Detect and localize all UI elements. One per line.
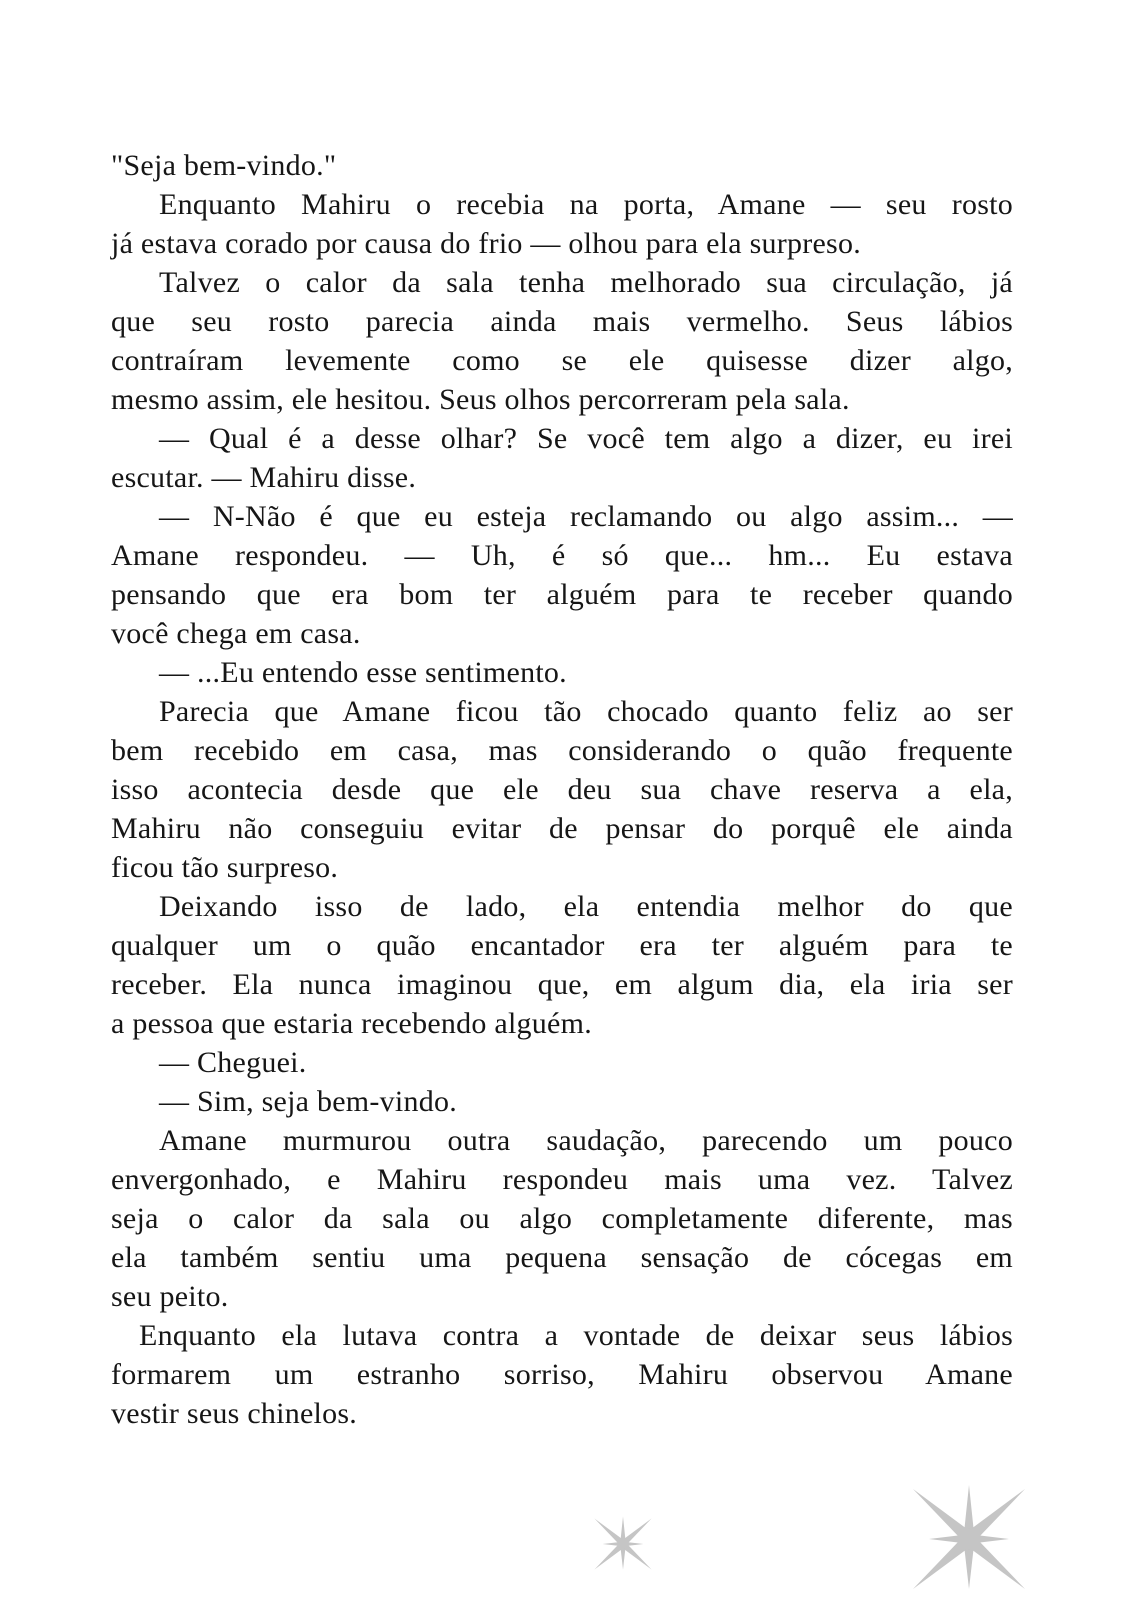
text-line: receber. Ela nunca imaginou que, em algum dia, ela iria ser bbox=[111, 968, 1013, 1001]
text-line: Parecia que Amane ficou tão chocado quanto feliz ao ser bbox=[159, 695, 1013, 728]
text-line: pensando que era bom ter alguém para te receber quando bbox=[111, 578, 1013, 611]
text-line: já estava corado por causa do frio — olhou para ela surpreso. bbox=[111, 227, 861, 260]
text-line: que seu rosto parecia ainda mais vermelho. Seus lábios bbox=[111, 305, 1013, 338]
text-line: Amane respondeu. — Uh, é só que... hm... Eu estava bbox=[111, 539, 1013, 572]
text-line: ela também sentiu uma pequena sensação de cócegas em bbox=[111, 1241, 1013, 1274]
text-line: formarem um estranho sorriso, Mahiru observou Amane bbox=[111, 1358, 1013, 1391]
text-line: — N-Não é que eu esteja reclamando ou algo assim... — bbox=[159, 500, 1013, 533]
sparkle-small-icon bbox=[592, 1516, 654, 1572]
text-line: ficou tão surpreso. bbox=[111, 851, 339, 884]
text-line: isso acontecia desde que ele deu sua chave reserva a ela, bbox=[111, 773, 1013, 806]
sparkle-large-icon bbox=[906, 1484, 1032, 1594]
text-line: — Qual é a desse olhar? Se você tem algo a dizer, eu irei bbox=[159, 422, 1013, 455]
text-line: contraíram levemente como se ele quisesse dizer algo, bbox=[111, 344, 1013, 377]
text-line: bem recebido em casa, mas considerando o quão frequente bbox=[111, 734, 1013, 767]
text-line: Deixando isso de lado, ela entendia melhor do que bbox=[159, 890, 1013, 923]
text-line: envergonhado, e Mahiru respondeu mais uma vez. Talvez bbox=[111, 1163, 1013, 1196]
text-line: Mahiru não conseguiu evitar de pensar do porquê ele ainda bbox=[111, 812, 1013, 845]
text-line: seu peito. bbox=[111, 1280, 229, 1313]
text-line: qualquer um o quão encantador era ter alguém para te bbox=[111, 929, 1013, 962]
text-line: Enquanto Mahiru o recebia na porta, Amane — seu rosto bbox=[159, 188, 1013, 221]
text-line: Enquanto ela lutava contra a vontade de deixar seus lábios bbox=[139, 1319, 1013, 1352]
text-line: mesmo assim, ele hesitou. Seus olhos percorreram pela sala. bbox=[111, 383, 850, 416]
text-line: — Cheguei. bbox=[159, 1046, 307, 1079]
text-line: — ...Eu entendo esse sentimento. bbox=[159, 656, 567, 689]
text-line: escutar. — Mahiru disse. bbox=[111, 461, 417, 494]
text-line: — Sim, seja bem-vindo. bbox=[159, 1085, 457, 1118]
text-line: a pessoa que estaria recebendo alguém. bbox=[111, 1007, 592, 1040]
text-line: seja o calor da sala ou algo completamente diferente, mas bbox=[111, 1202, 1013, 1235]
text-line: "Seja bem-vindo." bbox=[111, 149, 337, 182]
text-line: Amane murmurou outra saudação, parecendo um pouco bbox=[159, 1124, 1013, 1157]
text-line: Talvez o calor da sala tenha melhorado sua circulação, já bbox=[159, 266, 1013, 299]
text-line: vestir seus chinelos. bbox=[111, 1397, 358, 1430]
text-block bbox=[111, 146, 1013, 1433]
text-line: você chega em casa. bbox=[111, 617, 361, 650]
